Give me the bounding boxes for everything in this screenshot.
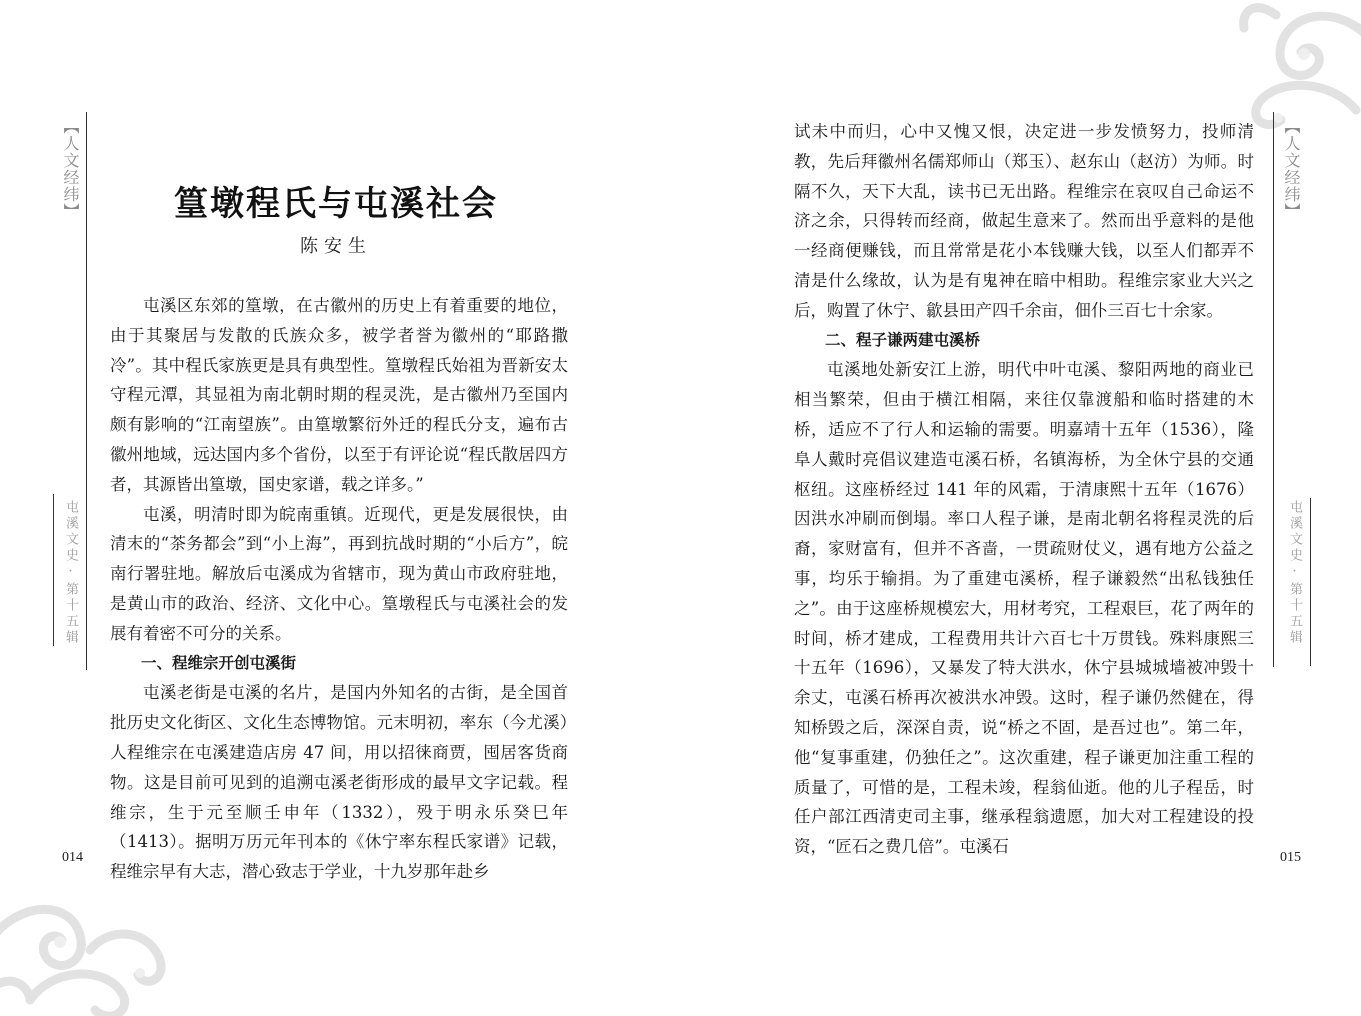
series-tag-left: 屯溪文史·第十五辑 xyxy=(63,500,78,646)
column-tag-left: 【人文经纬】 xyxy=(61,118,80,220)
paragraph: 屯溪地处新安江上游，明代中叶屯溪、黎阳两地的商业已相当繁荣，但由于横江相隔，来往仅靠渡船和临时搭建的木桥，适应不了行人和运输的需要。明嘉靖十五年（1536），隆阜人戴时亮倡议建造屯溪石桥，名镇海桥，为全休宁县的交通枢纽。这座桥经过 141 年的风霜，于清康熙十五年（1676）因洪水冲刷而倒塌。率口人程子谦，是南北朝名将程灵洗的后裔，家财富有，但并不吝啬，一贯疏财仗义，遇有地方公益之事，均乐于输捐。为了重建屯溪桥，程子谦毅然“出私钱独任之”。由于这座桥规模宏大，用材考究，工程艰巨，花了两年的时间，桥才建成，工程费用共计六百七十万贯钱。殊料康熙三十五年（1696），又暴发了特大洪水，休宁县城城墙被冲毁十余丈，屯溪石桥再次被洪水冲毁。这时，程子谦仍然健在，得知桥毁之后，深深自责，说“桥之不固，是吾过也”。第二年，他“复事重建，仍独任之”。这次重建，程子谦更加注重工程的质量了，可惜的是，工程未竣，程翁仙逝。他的儿子程岳，时任户部江西清吏司主事，继承程翁遗愿，加大对工程建设的投资，“匠石之费几倍”。屯溪石 xyxy=(794,360,1254,857)
section-heading: 一、程维宗开创屯溪街 xyxy=(141,653,297,672)
series-rule-left xyxy=(53,494,54,646)
paragraph: 屯溪，明清时即为皖南重镇。近现代，更是发展很快，由清末的“茶务都会”到“小上海”，再到抗战时期的“小后方”，皖南行署驻地。解放后屯溪成为省辖市，现为黄山市政府驻地，是黄山市的政治、经济、文化中心。篁墩程氏与屯溪社会的发展有着密不可分的关系。 xyxy=(110,504,568,643)
series-rule-right xyxy=(1310,498,1311,666)
article-author: 陈安生 xyxy=(300,236,372,257)
right-page xyxy=(680,0,1361,1016)
right-text-column xyxy=(794,117,1254,862)
margin-rule-left xyxy=(86,112,87,670)
paragraph: 屯溪老街是屯溪的名片，是国内外知名的古街，是全国首批历史文化街区、文化生态博物馆。元末明初，率东（今尤溪）人程维宗在屯溪建造店房 47 间，用以招徕商贾，囤居客货商物。这是目前可见到的追溯屯溪老街形成的最早文字记载。程维宗，生于元至顺壬申年（1332），殁于明永乐癸巳年（1413）。据明万历元年刊本的《休宁率东程氏家谱》记载，程维宗早有大志，潜心致志于学业，十九岁那年赴乡 xyxy=(110,683,568,882)
series-tag-right: 屯溪文史·第十五辑 xyxy=(1287,500,1302,646)
left-page xyxy=(0,0,680,1016)
left-text-column xyxy=(110,291,568,887)
margin-rule-right xyxy=(1273,112,1274,667)
article-title: 篁墩程氏与屯溪社会 xyxy=(174,184,498,224)
cloud-ornament-icon xyxy=(1236,0,1361,130)
cloud-ornament-icon xyxy=(0,880,180,1016)
column-tag-right: 【人文经纬】 xyxy=(1282,118,1301,220)
page-number-right: 015 xyxy=(1280,850,1301,865)
section-heading: 二、程子谦两建屯溪桥 xyxy=(825,330,981,349)
page-number-left: 014 xyxy=(62,850,83,865)
paragraph: 试未中而归，心中又愧又恨，决定进一步发愤努力，投师清教，先后拜徽州名儒郑师山（郑玉）、赵东山（赵汸）为师。时隔不久，天下大乱，读书已无出路。程维宗在哀叹自己命运不济之余，只得转而经商，做起生意来了。然而出乎意料的是他一经商便赚钱，而且常常是花小本钱赚大钱，以至人们都弄不清是什么缘故，认为是有鬼神在暗中相助。程维宗家业大兴之后，购置了休宁、歙县田产四千余亩，佃仆三百七十余家。 xyxy=(794,122,1254,320)
paragraph: 屯溪区东郊的篁墩，在古徽州的历史上有着重要的地位，由于其聚居与发散的氏族众多，被学者誉为徽州的“耶路撒冷”。其中程氏家族更是具有典型性。篁墩程氏始祖为晋新安太守程元潭，其显祖为南北朝时期的程灵洗，是古徽州乃至国内颇有影响的“江南望族”。由篁墩繁衍外迁的程氏分支，遍布古徽州地域，远达国内多个省份，以至于有评论说“程氏散居四方者，其源皆出篁墩，国史家谱，载之详多。” xyxy=(110,296,568,494)
